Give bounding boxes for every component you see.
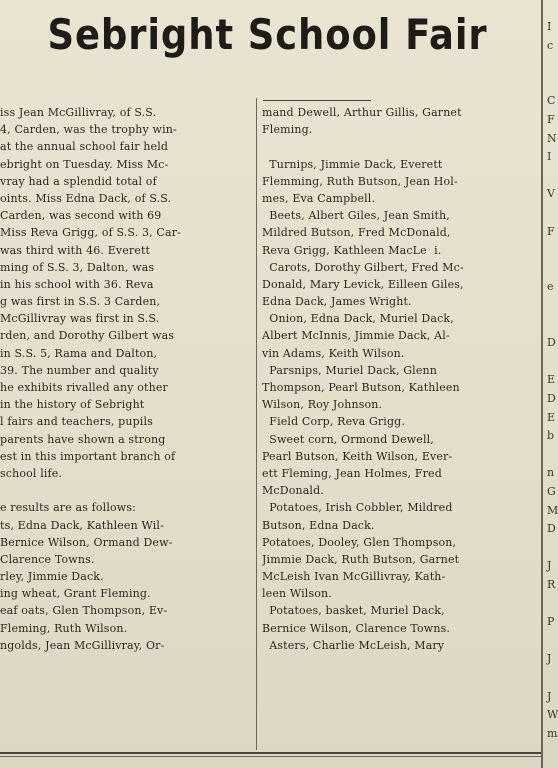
- left-column-line: Bernice Wilson, Ormand Dew-: [0, 535, 173, 549]
- margin-fragment: D: [547, 522, 556, 536]
- left-column-line: rden, and Dorothy Gilbert was: [0, 329, 175, 343]
- right-column-line: Donald, Mary Levick, Eilleen Giles,: [262, 277, 464, 291]
- right-column-rule: [541, 0, 543, 768]
- margin-fragment: D: [547, 392, 556, 405]
- left-column-line: school life.: [0, 466, 63, 480]
- bottom-rule: [0, 752, 541, 754]
- right-column-line: vin Adams, Keith Wilson.: [262, 346, 405, 360]
- margin-fragment: G: [547, 485, 556, 498]
- left-column-line: Fleming, Ruth Wilson.: [0, 621, 128, 635]
- left-column-line: l fairs and teachers, pupils: [0, 415, 153, 429]
- left-column-line: iss Jean McGillivray, of S.S.: [0, 106, 157, 119]
- left-column-line: in the history of Sebright: [0, 398, 145, 412]
- margin-fragment: W: [547, 708, 558, 722]
- headline: Sebright School Fair: [47, 10, 488, 59]
- right-column-line: ett Fleming, Jean Holmes, Fred: [262, 466, 442, 480]
- right-column-line: Turnips, Jimmie Dack, Everett: [262, 157, 443, 171]
- left-column-line: at the annual school fair held: [0, 140, 169, 154]
- right-column-line: McDonald.: [262, 484, 324, 498]
- right-column-line: Reva Grigg, Kathleen MacLe i.: [262, 243, 442, 257]
- right-column-line: Thompson, Pearl Butson, Kathleen: [262, 381, 460, 394]
- left-column-line: in S.S. 5, Rama and Dalton,: [0, 346, 158, 360]
- right-column-line: Field Corp, Reva Grigg.: [262, 415, 405, 429]
- right-column-line: Pearl Butson, Keith Wilson, Ever-: [262, 449, 453, 463]
- right-column-line: mes, Eva Campbell.: [262, 191, 376, 205]
- margin-fragment: c: [547, 38, 554, 52]
- margin-fragment: I: [547, 150, 552, 164]
- margin-fragment: V: [547, 187, 555, 201]
- right-column-line: Potatoes, Irish Cobbler, Mildred: [262, 501, 453, 515]
- margin-fragment: C: [547, 94, 556, 108]
- left-article-column: [0, 104, 252, 654]
- right-column-line: Albert McInnis, Jimmie Dack, Al-: [262, 329, 450, 343]
- left-column-line: 4, Carden, was the trophy win-: [0, 123, 177, 137]
- left-column-line: ing wheat, Grant Fleming.: [0, 587, 151, 601]
- margin-fragment: F: [547, 224, 555, 238]
- margin-fragment: P: [547, 615, 555, 629]
- adjacent-column-fragment: [545, 20, 558, 760]
- right-column-line: Onion, Edna Dack, Muriel Dack,: [262, 312, 454, 326]
- margin-fragment: m: [547, 726, 558, 740]
- margin-fragment: E: [547, 410, 556, 424]
- left-column-line: ming of S.S. 3, Dalton, was: [0, 260, 155, 274]
- left-column-line: Clarence Towns.: [0, 552, 95, 566]
- left-column-line: 39. The number and quality: [0, 363, 159, 377]
- bottom-rule-thin: [0, 756, 541, 757]
- right-column-line: [262, 138, 540, 155]
- left-column-line: Carden, was second with 69: [0, 209, 162, 223]
- left-column-line: oints. Miss Edna Dack, of S.S.: [0, 191, 172, 205]
- left-column-line: vray had a splendid total of: [0, 174, 157, 188]
- margin-fragment: J: [547, 689, 552, 703]
- right-column-line: Jimmie Dack, Ruth Butson, Garnet: [262, 552, 460, 566]
- left-column-line: [0, 482, 252, 499]
- left-column-line: parents have shown a strong: [0, 432, 166, 446]
- right-column-line: Wilson, Roy Johnson.: [262, 398, 383, 412]
- right-column-line: Butson, Edna Dack.: [262, 518, 375, 532]
- right-column-line: Asters, Charlie McLeish, Mary: [262, 638, 445, 652]
- right-article-column: [262, 104, 540, 654]
- margin-fragment: e: [547, 280, 554, 294]
- left-column-line: rley, Jimmie Dack.: [0, 570, 104, 584]
- left-column-line: ebright on Tuesday. Miss Mc-: [0, 157, 169, 171]
- right-column-line: Flemming, Ruth Butson, Jean Hol-: [262, 174, 458, 188]
- margin-fragment: E: [547, 373, 556, 387]
- right-column-line: Sweet corn, Ormond Dewell,: [262, 432, 434, 446]
- left-column-line: in his school with 36. Reva: [0, 277, 154, 291]
- left-column-line: ngolds, Jean McGillivray, Or-: [0, 638, 165, 652]
- margin-fragment: F: [547, 113, 555, 126]
- left-column-line: Miss Reva Grigg, of S.S. 3, Car-: [0, 226, 181, 240]
- left-column-line: he exhibits rivalled any other: [0, 381, 168, 394]
- right-column-line: leen Wilson.: [262, 587, 332, 601]
- left-column-line: eaf oats, Glen Thompson, Ev-: [0, 604, 168, 618]
- left-column-line: e results are as follows:: [0, 501, 136, 515]
- right-column-line: Potatoes, Dooley, Glen Thompson,: [262, 535, 457, 549]
- margin-fragment: N: [547, 131, 557, 145]
- column-top-rule: [263, 100, 371, 101]
- margin-fragment: I: [547, 20, 552, 33]
- margin-fragment: J: [547, 652, 552, 666]
- margin-fragment: n: [547, 466, 555, 480]
- margin-fragment: M: [547, 503, 558, 517]
- right-column-line: Mildred Butson, Fred McDonald,: [262, 226, 451, 240]
- right-column-line: McLeish Ivan McGillivray, Kath-: [262, 570, 446, 584]
- right-column-line: Potatoes, basket, Muriel Dack,: [262, 604, 445, 618]
- margin-fragment: R: [547, 578, 556, 591]
- right-column-line: Beets, Albert Giles, Jean Smith,: [262, 209, 450, 223]
- right-column-line: Parsnips, Muriel Dack, Glenn: [262, 363, 437, 377]
- left-column-line: g was first in S.S. 3 Carden,: [0, 295, 161, 309]
- left-column-line: was third with 46. Everett: [0, 243, 151, 257]
- margin-fragment: D: [547, 336, 556, 350]
- left-column-line: ts, Edna Dack, Kathleen Wil-: [0, 518, 164, 532]
- right-column-line: mand Dewell, Arthur Gillis, Garnet: [262, 106, 462, 119]
- column-gutter-rule: [256, 98, 257, 750]
- right-column-line: Bernice Wilson, Clarence Towns.: [262, 621, 451, 635]
- left-column-line: McGillivray was first in S.S.: [0, 312, 160, 326]
- margin-fragment: b: [547, 429, 555, 443]
- right-column-line: Fleming.: [262, 123, 313, 137]
- left-column-line: est in this important branch of: [0, 449, 176, 463]
- margin-fragment: J: [547, 559, 552, 573]
- right-column-line: Edna Dack, James Wright.: [262, 295, 412, 309]
- right-column-line: Carots, Dorothy Gilbert, Fred Mc-: [262, 260, 464, 274]
